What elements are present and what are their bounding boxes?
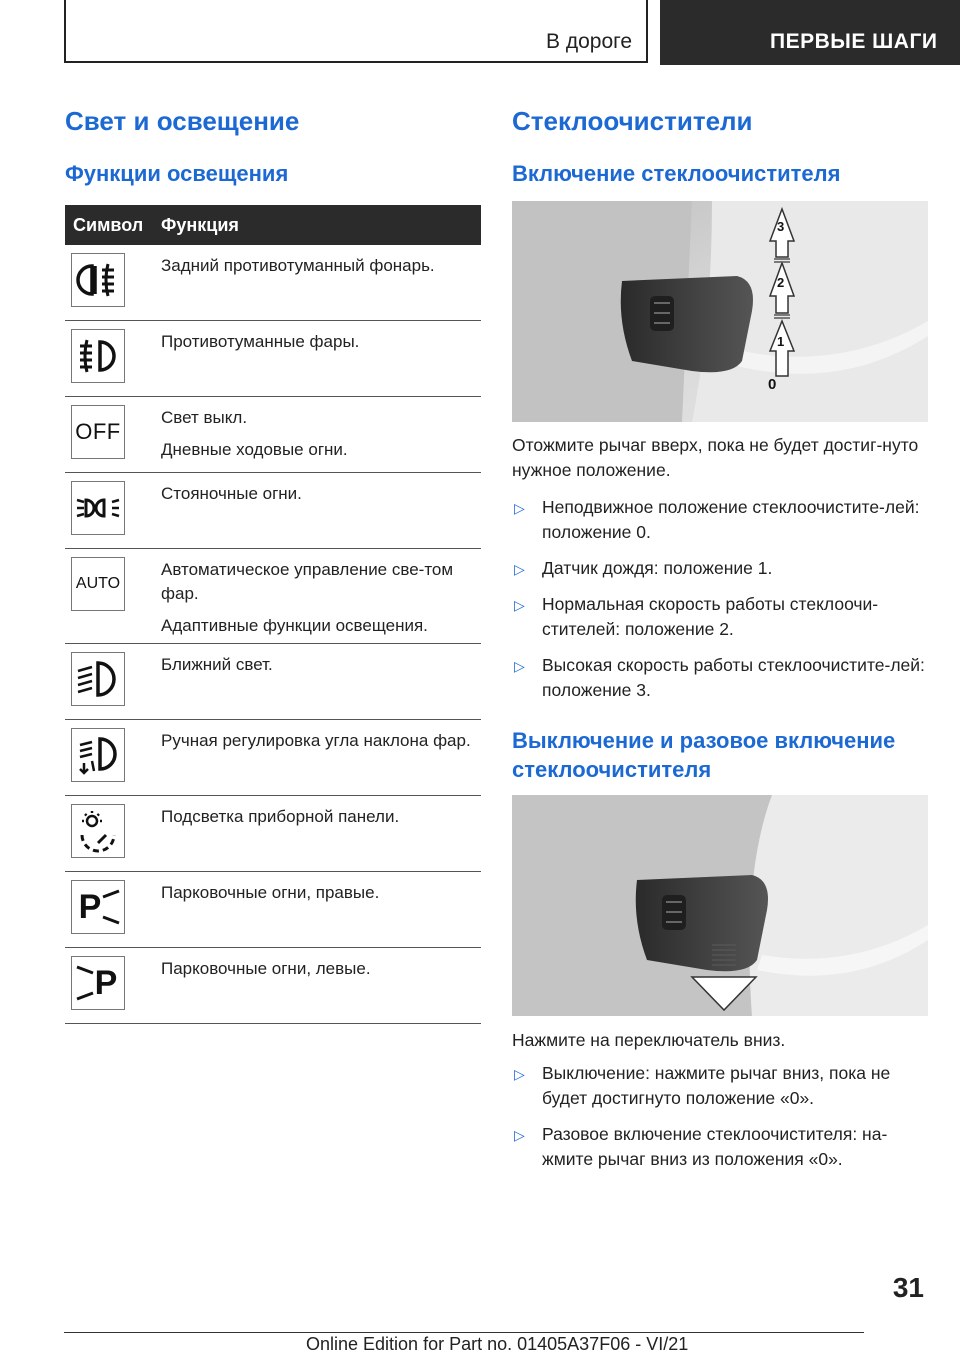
page-number: 31: [892, 1272, 924, 1303]
table-row: [65, 796, 481, 872]
instrument-lighting-icon: [71, 804, 125, 858]
parking-lights-icon: [71, 481, 125, 535]
list-item: ▷ Высокая скорость работы стеклоочистите-лей: положение 3.: [514, 655, 925, 700]
bullet-triangle-icon: ▷: [514, 500, 525, 516]
table-row: [65, 948, 481, 1024]
header-chapter-label: ПЕРВЫЕ ШАГИ: [770, 30, 938, 53]
bullet-triangle-icon: ▷: [514, 658, 525, 674]
lighting-title: Свет и освещение: [65, 106, 300, 136]
wipers-on-instruction: Отожмите рычаг вверх, пока не будет достиг-нуто нужное положение.: [512, 435, 919, 480]
footer-divider: [64, 1332, 864, 1333]
list-item: ▷ Нормальная скорость работы стеклоочи-стителей: положение 2.: [514, 594, 879, 639]
wipers-title: Стеклоочистители: [512, 106, 753, 136]
position-1-label: 1: [777, 334, 785, 349]
row-function-text: Свет выкл.: [161, 408, 248, 427]
wipers-off-instruction: Нажмите на переключатель вниз.: [512, 1030, 786, 1050]
front-fog-lights-icon: [71, 329, 125, 383]
wiper-lever-down-figure: [512, 795, 928, 1016]
auto-lights-icon: [71, 557, 125, 611]
row-function-text: Автоматическое управление све-том фар.: [161, 560, 454, 603]
bullet-triangle-icon: ▷: [514, 561, 525, 577]
auto-lights-icon-label: AUTO: [75, 575, 121, 592]
wiper-positions-list: [512, 495, 928, 714]
column-symbol-header: Символ: [73, 215, 144, 235]
low-beam-icon: [71, 652, 125, 706]
position-3-label: 3: [777, 219, 785, 234]
position-2-label: 2: [777, 275, 785, 290]
lights-off-icon-label: OFF: [75, 419, 121, 444]
table-row: [65, 245, 481, 321]
lights-off-icon: [71, 405, 125, 459]
table-row: [65, 720, 481, 796]
list-item: ▷ Разовое включение стеклоочистителя: на-жмите рычаг вниз из положения «0».: [514, 1124, 888, 1169]
parking-light-left-icon-label: P: [94, 963, 118, 1002]
lighting-functions-subtitle: Функции освещения: [65, 161, 289, 186]
table-row: [65, 549, 481, 644]
row-function-text: Противотуманные фары.: [161, 332, 360, 351]
wipers-off-subtitle: Выключение и разовое включение стеклоочистителя: [512, 728, 896, 782]
parking-light-right-icon-label: P: [78, 887, 102, 926]
row-function-text: Стояночные огни.: [161, 484, 302, 503]
wipers-on-subtitle: Включение стеклоочистителя: [512, 161, 841, 186]
list-item: ▷ Неподвижное положение стеклоочистите-лей: положение 0.: [514, 497, 920, 542]
column-function-header: Функция: [161, 215, 239, 235]
wiper-off-list: [512, 1061, 928, 1183]
table-row: [65, 872, 481, 948]
footer-edition: Online Edition for Part no. 01405A37F06 - VI/21: [306, 1334, 689, 1354]
row-function-text: Ручная регулировка угла наклона фар.: [161, 731, 471, 750]
parking-light-left-icon: [71, 956, 125, 1010]
header-section-tab: [64, 0, 648, 63]
row-function-text: Адаптивные функции освещения.: [161, 616, 428, 635]
row-function-text: Дневные ходовые огни.: [161, 440, 348, 459]
lighting-functions-table: [65, 205, 481, 1024]
list-item: ▷ Датчик дождя: положение 1.: [512, 556, 928, 581]
rear-fog-light-icon: [71, 253, 125, 307]
table-row: [65, 397, 481, 473]
list-item: ▷ Выключение: нажмите рычаг вниз, пока не будет достигнуто положение «0».: [514, 1063, 891, 1108]
bullet-triangle-icon: ▷: [514, 597, 525, 613]
parking-light-right-icon: [71, 880, 125, 934]
row-function-text: Задний противотуманный фонарь.: [161, 256, 435, 275]
bullet-triangle-icon: ▷: [514, 1127, 525, 1143]
header-section-label: В дороге: [545, 30, 632, 53]
table-row: [65, 473, 481, 549]
table-header: [65, 205, 481, 245]
row-function-text: Ближний свет.: [161, 655, 273, 674]
headlight-range-control-icon: [71, 728, 125, 782]
table-row: [65, 321, 481, 397]
header-chapter-tab: [660, 0, 960, 65]
wiper-lever-up-figure: [512, 201, 928, 422]
position-0-label: 0: [768, 376, 777, 393]
row-function-text: Парковочные огни, левые.: [161, 959, 371, 978]
table-row: [65, 644, 481, 720]
row-function-text: Подсветка приборной панели.: [161, 807, 400, 826]
bullet-triangle-icon: ▷: [514, 1066, 525, 1082]
row-function-text: Парковочные огни, правые.: [161, 883, 380, 902]
